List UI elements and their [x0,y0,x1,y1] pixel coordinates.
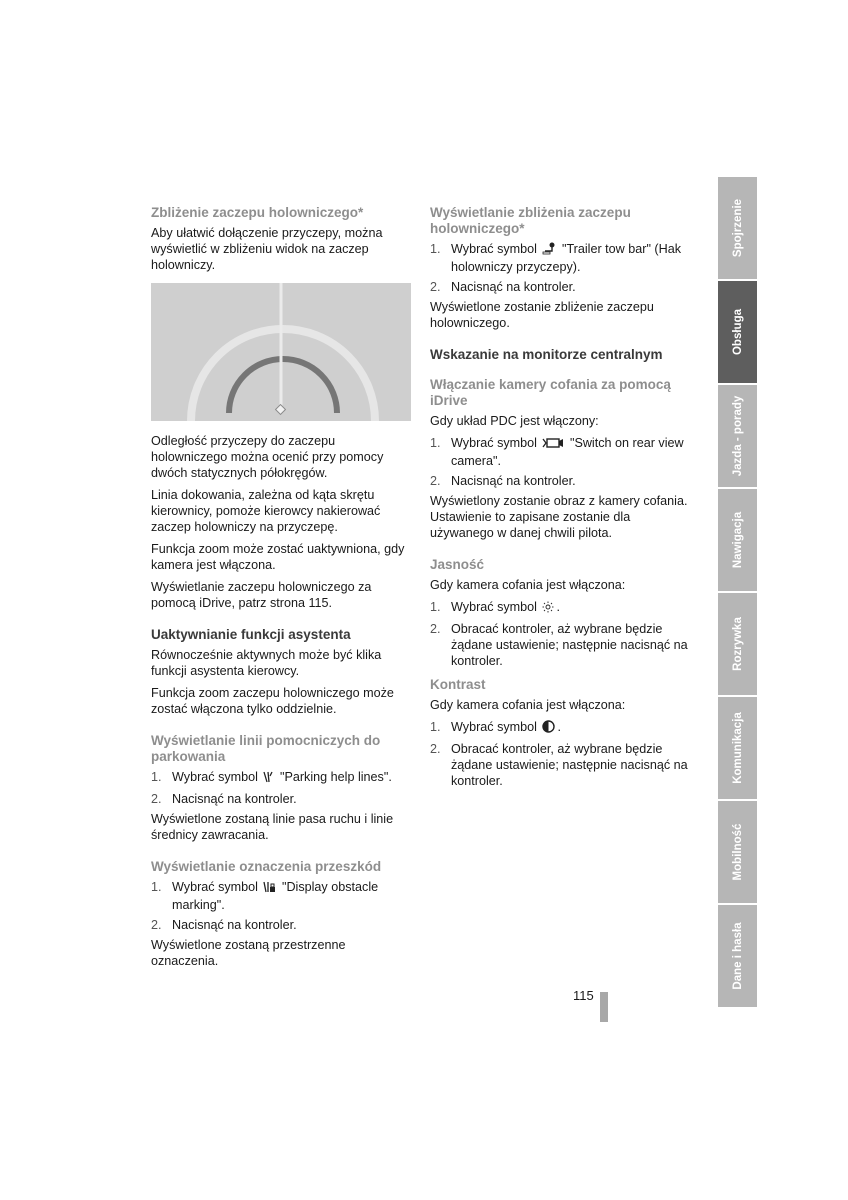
tab-jazda-porady[interactable]: Jazda - porady [718,385,757,487]
page-number-bar [600,992,608,1022]
steps-rear-camera [430,435,692,489]
tab-komunikacja[interactable]: Komunikacja [718,697,757,799]
contrast-icon [542,720,555,737]
brightness-icon [542,601,554,617]
steps-towbar-display [430,241,692,295]
list-item: 2. Nacisnąć na kontroler. [430,474,576,488]
tab-rozrywka[interactable]: Rozrywka [718,593,757,695]
heading-parking-lines: Wyświetlanie linii pomocniczych do parkowania [151,733,381,764]
list-item: 1. Wybrać symbol . [430,599,692,617]
trailer-tow-bar-icon [542,242,556,259]
list-item: 1. Wybrać symbol "Switch on rear view camera". [430,436,684,468]
tab-obsluga[interactable]: Obsługa [718,281,757,383]
list-item: 1. Wybrać symbol "Display obstacle marking". [151,880,379,912]
steps-parking-lines [151,769,413,807]
tab-mobilnosc[interactable]: Mobilność [718,801,757,903]
list-item: 1. Wybrać symbol "Parking help lines". [151,769,413,787]
paragraph: Funkcja zoom zaczepu holowniczego może zostać włączona tylko oddzielnie. [151,686,394,716]
heading-contrast: Kontrast [430,677,486,692]
paragraph: Linia dokowania, zależna od kąta skrętu kierownicy, pomoże kierowcy nakierować zaczep holowniczy na przyczepę. [151,488,381,534]
paragraph: Gdy układ PDC jest włączony: [430,414,599,428]
left-column [151,205,413,975]
heading-central-monitor: Wskazanie na monitorze centralnym [430,347,663,362]
paragraph: Wyświetlone zostaną linie pasa ruchu i linie średnicy zawracania. [151,812,394,842]
inner-arc [229,359,337,413]
paragraph: Równocześnie aktywnych może być klika funkcji asystenta kierowcy. [151,648,382,678]
paragraph: Wyświetlone zostaną przestrzenne oznaczenia. [151,938,346,968]
steps-obstacle-marking [151,879,413,933]
list-item: 1. Wybrać symbol "Trailer tow bar" (Hak holowniczy przyczepy). [430,242,682,274]
heading-brightness: Jasność [430,557,485,572]
paragraph: Wyświetlony zostanie obraz z kamery cofania. Ustawienie to zapisane zostanie dla używanego w danej chwili pilota. [430,494,688,540]
right-column [430,205,692,793]
list-item: 1. Wybrać symbol . [430,719,692,737]
parking-lines-icon [263,771,274,787]
steps-brightness [430,599,692,669]
tab-spojrzenie[interactable]: Spojrzenie [718,177,757,279]
towbar-camera-graphic [151,283,411,421]
towbar-camera-figure [151,283,411,421]
paragraph: Gdy kamera cofania jest włączona: [430,578,626,592]
paragraph: Odległość przyczepy do zaczepu holowniczego można ocenić przy pomocy dwóch statycznych półokręgów. [151,434,384,480]
tab-nawigacja[interactable]: Nawigacja [718,489,757,591]
paragraph: Wyświetlone zostanie zbliżenie zaczepu holowniczego. [430,300,654,330]
tab-dane-i-hasla[interactable]: Dane i hasła [718,905,757,1007]
paragraph: Funkcja zoom może zostać uaktywniona, gdy kamera jest włączona. [151,542,405,572]
obstacle-marking-icon [263,881,276,897]
heading-obstacle-marking: Wyświetlanie oznaczenia przeszkód [151,859,382,874]
towbar-marker [276,405,286,415]
steps-contrast [430,719,692,789]
rear-camera-icon [542,437,564,453]
list-item: 2. Obracać kontroler, aż wybrane będzie żądane ustawienie; następnie nacisnąć na kontroler. [430,622,688,668]
heading-assistant: Uaktywnianie funkcji asystenta [151,627,351,642]
heading-rear-camera: Włączanie kamery cofania za pomocą iDrive [430,377,671,408]
paragraph: Wyświetlanie zaczepu holowniczego za pomocą iDrive, patrz strona 115. [151,580,372,610]
chapter-tabs [718,177,757,1009]
list-item: 2. Nacisnąć na kontroler. [430,280,576,294]
list-item: 2. Nacisnąć na kontroler. [151,918,297,932]
paragraph: Gdy kamera cofania jest włączona: [430,698,626,712]
paragraph: Aby ułatwić dołączenie przyczepy, można wyświetlić w zbliżeniu widok na zaczep holowniczy. [151,226,383,272]
heading-towbar-display: Wyświetlanie zbliżenia zaczepu holowniczego* [430,205,631,236]
heading-towbar-zoom: Zbliżenie zaczepu holowniczego* [151,205,364,220]
list-item: 2. Obracać kontroler, aż wybrane będzie żądane ustawienie; następnie nacisnąć na kontroler. [430,742,688,788]
page-number: 115 [573,988,594,1003]
list-item: 2. Nacisnąć na kontroler. [151,792,297,806]
